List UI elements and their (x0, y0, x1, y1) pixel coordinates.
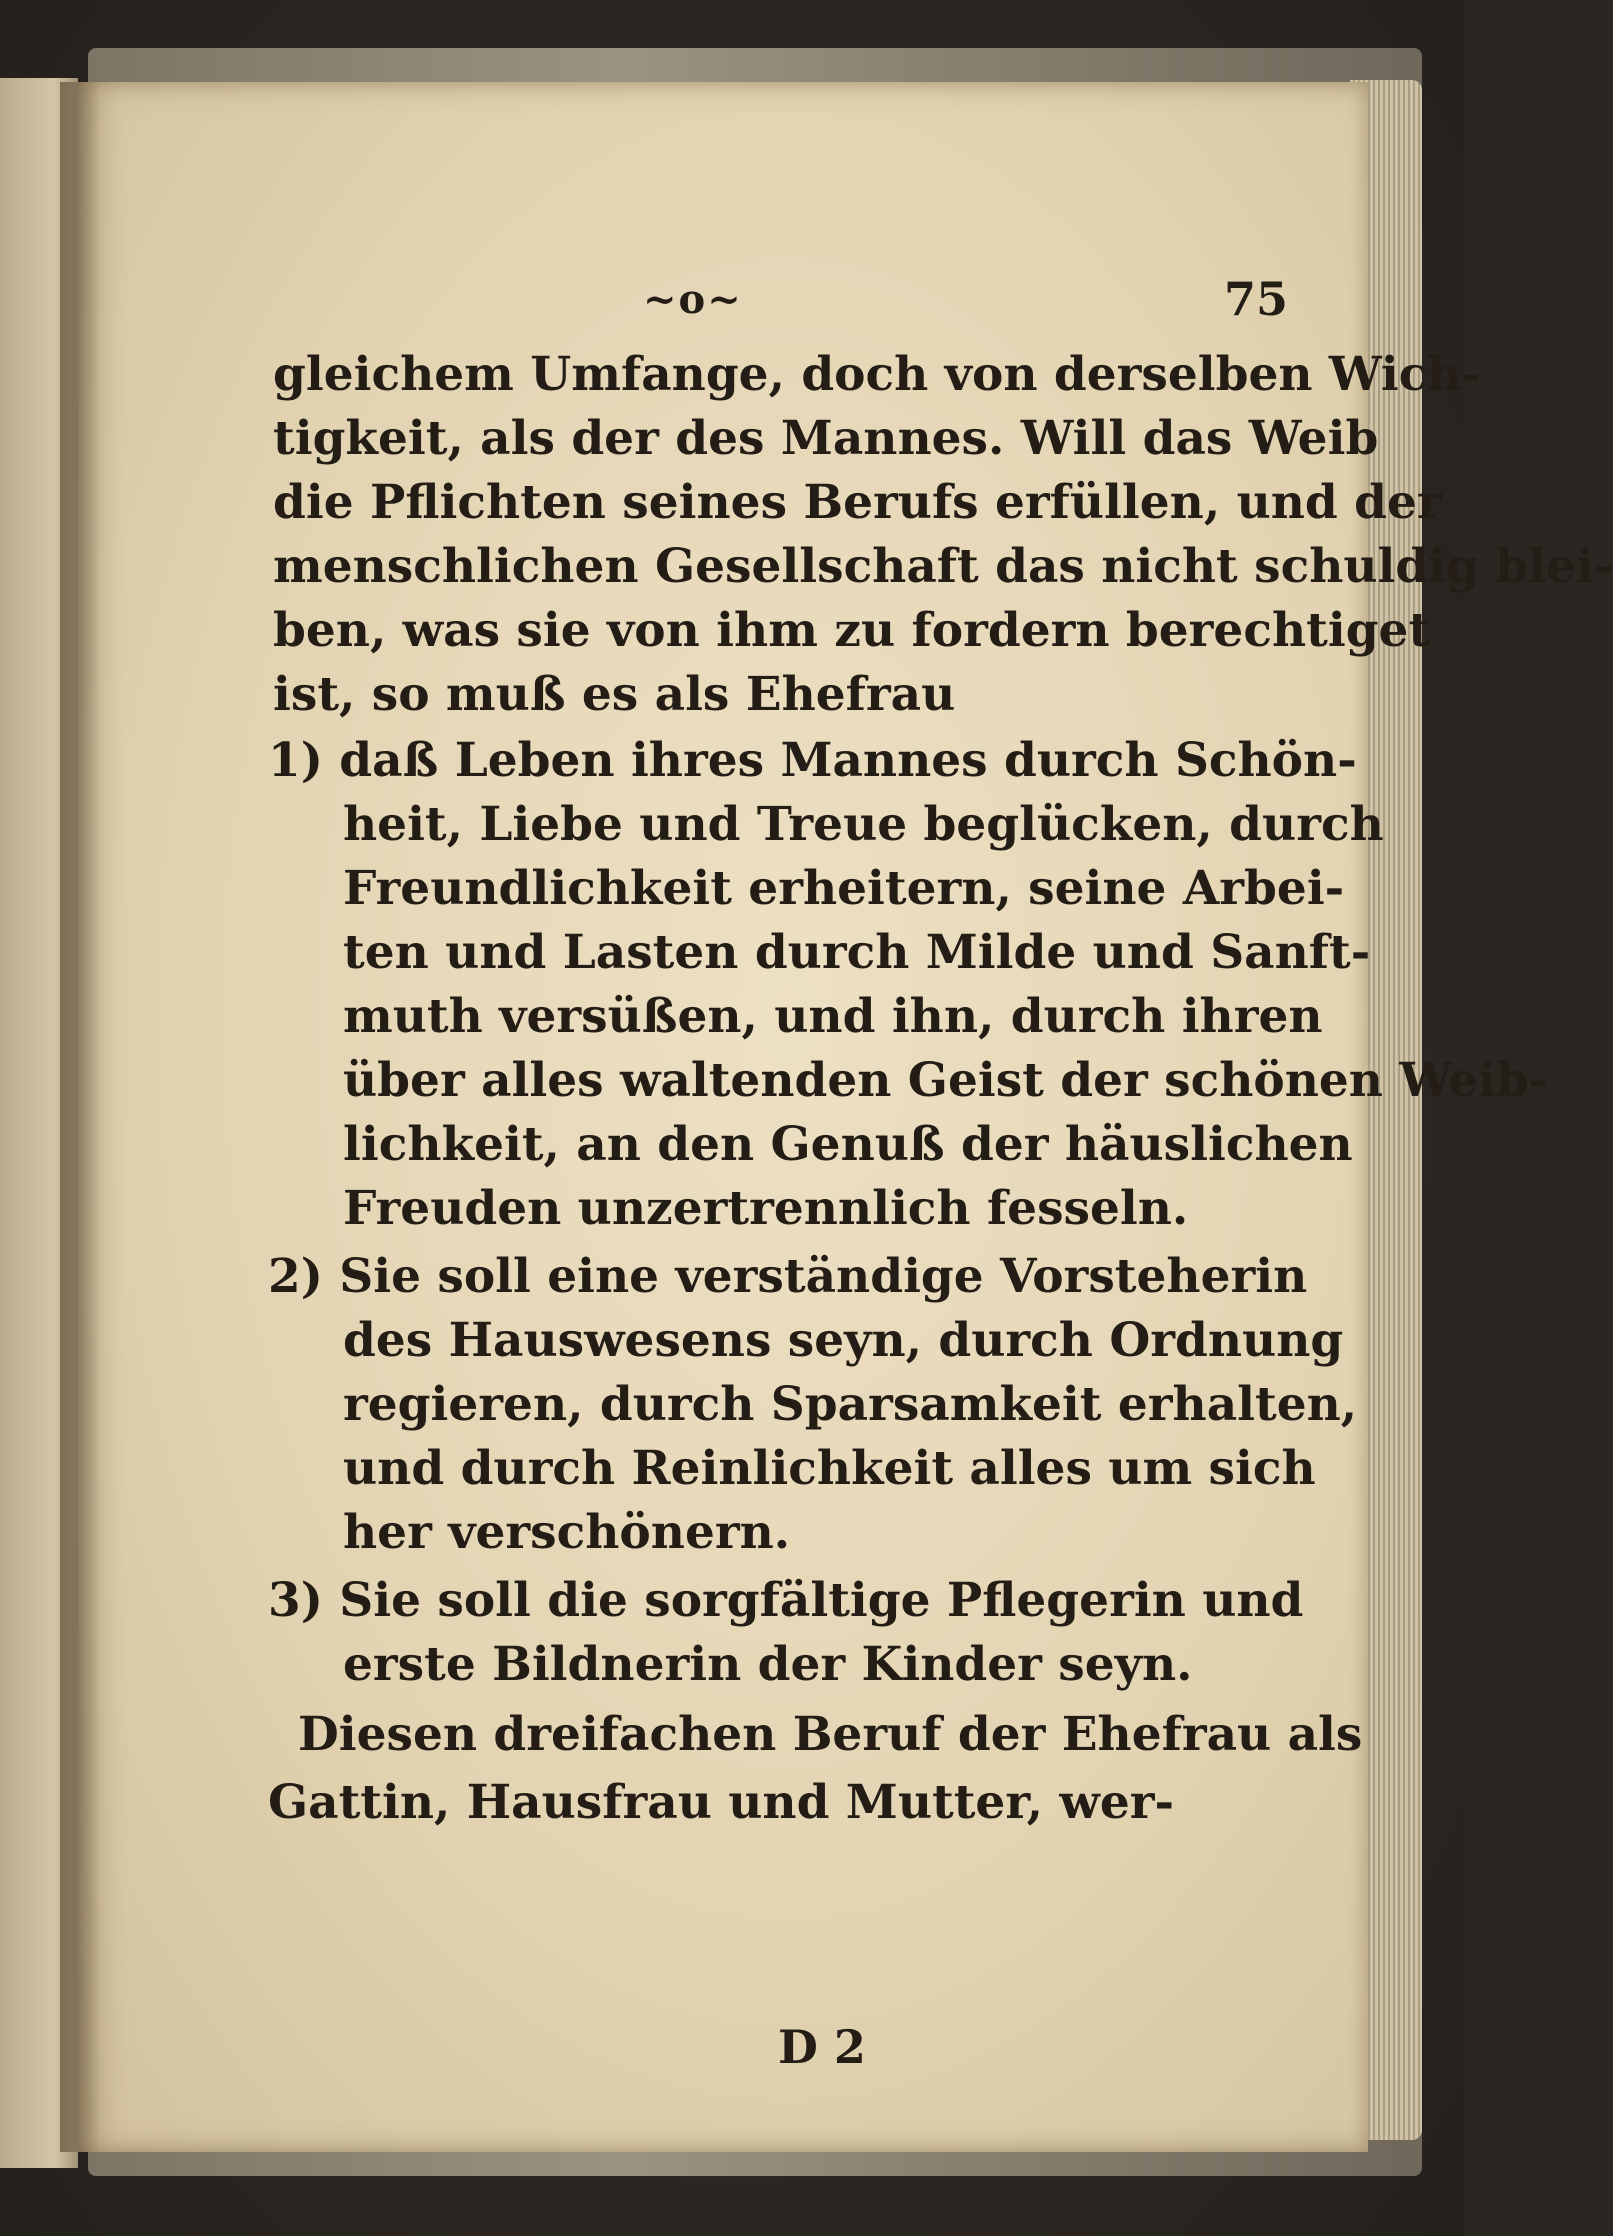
text-line: erste Bildnerin der Kinder seyn. (343, 1637, 1193, 1692)
gutter-shadow (60, 82, 100, 2152)
list-item-line: 1) daß Leben ihres Mannes durch Schön- (268, 733, 1357, 788)
text-line: und durch Reinlichkeit alles um sich (343, 1441, 1316, 1496)
signature-mark: D 2 (778, 2020, 866, 2074)
text-line: menschlichen Gesellschaft das nicht schuldig blei- (273, 539, 1613, 594)
text-line: her verschönern. (343, 1505, 791, 1560)
text-line: die Pflichten seines Berufs erfüllen, und der (273, 475, 1442, 530)
text-line: Freundlichkeit erheitern, seine Arbei- (343, 861, 1345, 916)
text-line: des Hauswesens seyn, durch Ordnung (343, 1313, 1344, 1368)
text-line: lichkeit, an den Genuß der häuslichen (343, 1117, 1353, 1172)
header-ornament: ~o~ (643, 276, 743, 323)
text-line: ist, so muß es als Ehefrau (273, 667, 956, 722)
text-line: ten und Lasten durch Milde und Sanft- (343, 925, 1371, 980)
text-line: ben, was sie von ihm zu fordern berechtiget (273, 603, 1431, 658)
text-line: regieren, durch Sparsamkeit erhalten, (343, 1377, 1358, 1432)
page-number: 75 (1223, 272, 1288, 326)
text-line: gleichem Umfange, doch von derselben Wich- (273, 347, 1482, 402)
text-line: heit, Liebe und Treue beglücken, durch (343, 797, 1384, 852)
text-line: Diesen dreifachen Beruf der Ehefrau als (298, 1707, 1363, 1762)
text-line: tigkeit, als der des Mannes. Will das Weib (273, 411, 1379, 466)
text-line: Gattin, Hausfrau und Mutter, wer- (268, 1775, 1175, 1830)
text-line: über alles waltenden Geist der schönen Weib- (343, 1053, 1549, 1108)
list-item-line: 3) Sie soll die sorgfältige Pflegerin und (268, 1573, 1304, 1628)
text-line: muth versüßen, und ihn, durch ihren (343, 989, 1323, 1044)
text-line: Freuden unzertrennlich fesseln. (343, 1181, 1189, 1236)
list-item-line: 2) Sie soll eine verständige Vorsteherin (268, 1249, 1308, 1304)
book-page (78, 82, 1613, 2152)
